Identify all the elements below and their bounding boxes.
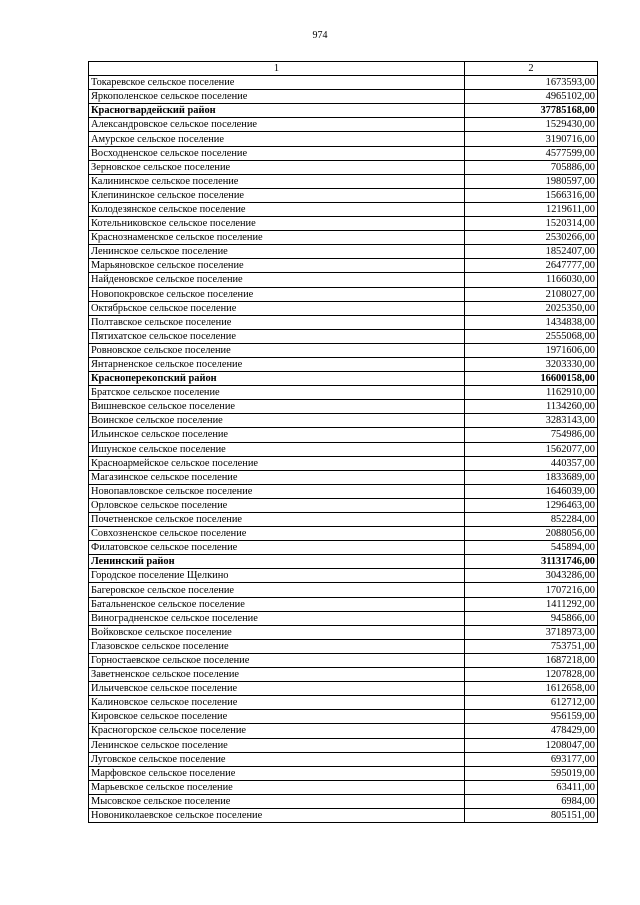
amount-value: 2088056,00 <box>465 527 598 541</box>
table-row <box>89 738 598 752</box>
table-row <box>89 611 598 625</box>
table-row <box>89 428 598 442</box>
amount-value: 478429,00 <box>465 724 598 738</box>
table-row <box>89 160 598 174</box>
table-row <box>89 597 598 611</box>
amount-value: 6984,00 <box>465 794 598 808</box>
settlement-name: Почетненское сельское поселение <box>89 513 465 527</box>
table-row <box>89 780 598 794</box>
settlement-name: Калининское сельское поселение <box>89 174 465 188</box>
amount-value: 1296463,00 <box>465 498 598 512</box>
settlement-name: Ленинский район <box>89 555 465 569</box>
settlement-name: Октябрьское сельское поселение <box>89 301 465 315</box>
amount-value: 1520314,00 <box>465 217 598 231</box>
amount-value: 545894,00 <box>465 541 598 555</box>
amount-value: 945866,00 <box>465 611 598 625</box>
table-row <box>89 668 598 682</box>
amount-value: 2555068,00 <box>465 329 598 343</box>
table-row <box>89 273 598 287</box>
amount-value: 705886,00 <box>465 160 598 174</box>
settlement-name: Клепининское сельское поселение <box>89 188 465 202</box>
amount-value: 1562077,00 <box>465 442 598 456</box>
settlement-name: Красноармейское сельское поселение <box>89 456 465 470</box>
amount-value: 612712,00 <box>465 696 598 710</box>
amount-value: 1566316,00 <box>465 188 598 202</box>
table-row <box>89 513 598 527</box>
amount-value: 595019,00 <box>465 766 598 780</box>
settlement-name: Ленинское сельское поселение <box>89 245 465 259</box>
settlement-name: Ленинское сельское поселение <box>89 738 465 752</box>
amount-value: 3190716,00 <box>465 132 598 146</box>
settlement-name: Зерновское сельское поселение <box>89 160 465 174</box>
table-row <box>89 541 598 555</box>
amount-value: 1852407,00 <box>465 245 598 259</box>
amount-value: 805151,00 <box>465 808 598 822</box>
table-row <box>89 259 598 273</box>
settlement-name: Ильинское сельское поселение <box>89 428 465 442</box>
settlement-name: Марьевское сельское поселение <box>89 780 465 794</box>
settlement-name: Кировское сельское поселение <box>89 710 465 724</box>
amount-value: 37785168,00 <box>465 104 598 118</box>
settlement-name: Филатовское сельское поселение <box>89 541 465 555</box>
settlement-name: Батальненское сельское поселение <box>89 597 465 611</box>
table-row <box>89 498 598 512</box>
amount-value: 1162910,00 <box>465 386 598 400</box>
settlement-name: Пятихатское сельское поселение <box>89 329 465 343</box>
table-row <box>89 625 598 639</box>
amount-value: 1219611,00 <box>465 202 598 216</box>
amount-value: 1208047,00 <box>465 738 598 752</box>
amount-value: 1207828,00 <box>465 668 598 682</box>
amount-value: 1134260,00 <box>465 400 598 414</box>
settlement-name: Заветненское сельское поселение <box>89 668 465 682</box>
settlement-name: Орловское сельское поселение <box>89 498 465 512</box>
amount-value: 2108027,00 <box>465 287 598 301</box>
amount-value: 852284,00 <box>465 513 598 527</box>
settlement-name: Братское сельское поселение <box>89 386 465 400</box>
settlement-name: Воинское сельское поселение <box>89 414 465 428</box>
table-row <box>89 710 598 724</box>
amount-value: 3718973,00 <box>465 625 598 639</box>
amount-value: 16600158,00 <box>465 372 598 386</box>
settlement-name: Глазовское сельское поселение <box>89 639 465 653</box>
table-row <box>89 329 598 343</box>
table-row <box>89 400 598 414</box>
table-row <box>89 527 598 541</box>
amount-value: 31131746,00 <box>465 555 598 569</box>
settlement-name: Красногвардейский район <box>89 104 465 118</box>
table-row <box>89 682 598 696</box>
settlement-name: Краснознаменское сельское поселение <box>89 231 465 245</box>
table-row <box>89 301 598 315</box>
column-header-2: 2 <box>465 62 598 76</box>
table-row <box>89 90 598 104</box>
table-row <box>89 752 598 766</box>
settlement-name: Красногорское сельское поселение <box>89 724 465 738</box>
table-row <box>89 315 598 329</box>
table-row <box>89 639 598 653</box>
budget-table <box>88 61 598 823</box>
table-row <box>89 357 598 371</box>
settlement-name: Вишневское сельское поселение <box>89 400 465 414</box>
settlement-name: Восходненское сельское поселение <box>89 146 465 160</box>
column-header-1: 1 <box>89 62 465 76</box>
amount-value: 1707216,00 <box>465 583 598 597</box>
settlement-name: Марьяновское сельское поселение <box>89 259 465 273</box>
amount-value: 3283143,00 <box>465 414 598 428</box>
amount-value: 1434838,00 <box>465 315 598 329</box>
amount-value: 2647777,00 <box>465 259 598 273</box>
settlement-name: Найденовское сельское поселение <box>89 273 465 287</box>
amount-value: 63411,00 <box>465 780 598 794</box>
settlement-name: Яркополенское сельское поселение <box>89 90 465 104</box>
amount-value: 1411292,00 <box>465 597 598 611</box>
table-row <box>89 343 598 357</box>
table-row <box>89 470 598 484</box>
settlement-name: Совхозненское сельское поселение <box>89 527 465 541</box>
amount-value: 1687218,00 <box>465 653 598 667</box>
amount-value: 1971606,00 <box>465 343 598 357</box>
table-row <box>89 174 598 188</box>
amount-value: 440357,00 <box>465 456 598 470</box>
table-row <box>89 766 598 780</box>
settlement-name: Ровновское сельское поселение <box>89 343 465 357</box>
table-row <box>89 118 598 132</box>
settlement-name: Амурское сельское поселение <box>89 132 465 146</box>
settlement-name: Мысовское сельское поселение <box>89 794 465 808</box>
amount-value: 4577599,00 <box>465 146 598 160</box>
settlement-name: Калиновское сельское поселение <box>89 696 465 710</box>
district-total-row <box>89 372 598 386</box>
table-row <box>89 231 598 245</box>
settlement-name: Новопокровское сельское поселение <box>89 287 465 301</box>
amount-value: 754986,00 <box>465 428 598 442</box>
amount-value: 1833689,00 <box>465 470 598 484</box>
table-row <box>89 217 598 231</box>
amount-value: 753751,00 <box>465 639 598 653</box>
amount-value: 956159,00 <box>465 710 598 724</box>
settlement-name: Колодезянское сельское поселение <box>89 202 465 216</box>
settlement-name: Виноградненское сельское поселение <box>89 611 465 625</box>
settlement-name: Полтавское сельское поселение <box>89 315 465 329</box>
table-row <box>89 245 598 259</box>
amount-value: 1529430,00 <box>465 118 598 132</box>
settlement-name: Ишунское сельское поселение <box>89 442 465 456</box>
settlement-name: Янтарненское сельское поселение <box>89 357 465 371</box>
table-row <box>89 569 598 583</box>
table-row <box>89 132 598 146</box>
district-total-row <box>89 555 598 569</box>
table-row <box>89 287 598 301</box>
settlement-name: Котельниковское сельское поселение <box>89 217 465 231</box>
amount-value: 693177,00 <box>465 752 598 766</box>
amount-value: 3203330,00 <box>465 357 598 371</box>
table-body <box>89 76 598 823</box>
table-row <box>89 808 598 822</box>
table-row <box>89 386 598 400</box>
settlement-name: Багеровское сельское поселение <box>89 583 465 597</box>
table-row <box>89 653 598 667</box>
settlement-name: Горностаевское сельское поселение <box>89 653 465 667</box>
page-number: 974 <box>312 30 328 41</box>
amount-value: 3043286,00 <box>465 569 598 583</box>
settlement-name: Новопавловское сельское поселение <box>89 484 465 498</box>
table-row <box>89 484 598 498</box>
amount-value: 2530266,00 <box>465 231 598 245</box>
table-row <box>89 696 598 710</box>
amount-value: 1646039,00 <box>465 484 598 498</box>
amount-value: 4965102,00 <box>465 90 598 104</box>
table-row <box>89 724 598 738</box>
table-row <box>89 202 598 216</box>
table-row <box>89 76 598 90</box>
settlement-name: Войковское сельское поселение <box>89 625 465 639</box>
settlement-name: Токаревское сельское поселение <box>89 76 465 90</box>
district-total-row <box>89 104 598 118</box>
settlement-name: Новониколаевское сельское поселение <box>89 808 465 822</box>
table-row <box>89 188 598 202</box>
table-row <box>89 456 598 470</box>
amount-value: 1166030,00 <box>465 273 598 287</box>
settlement-name: Марфовское сельское поселение <box>89 766 465 780</box>
settlement-name: Луговское сельское поселение <box>89 752 465 766</box>
amount-value: 1673593,00 <box>465 76 598 90</box>
table-header-row <box>89 62 598 76</box>
settlement-name: Магазинское сельское поселение <box>89 470 465 484</box>
table-row <box>89 794 598 808</box>
amount-value: 1612658,00 <box>465 682 598 696</box>
settlement-name: Александровское сельское поселение <box>89 118 465 132</box>
amount-value: 1980597,00 <box>465 174 598 188</box>
table-row <box>89 414 598 428</box>
settlement-name: Городское поселение Щелкино <box>89 569 465 583</box>
settlement-name: Красноперекопский район <box>89 372 465 386</box>
table-row <box>89 442 598 456</box>
amount-value: 2025350,00 <box>465 301 598 315</box>
table-row <box>89 146 598 160</box>
settlement-name: Ильичевское сельское поселение <box>89 682 465 696</box>
table-row <box>89 583 598 597</box>
